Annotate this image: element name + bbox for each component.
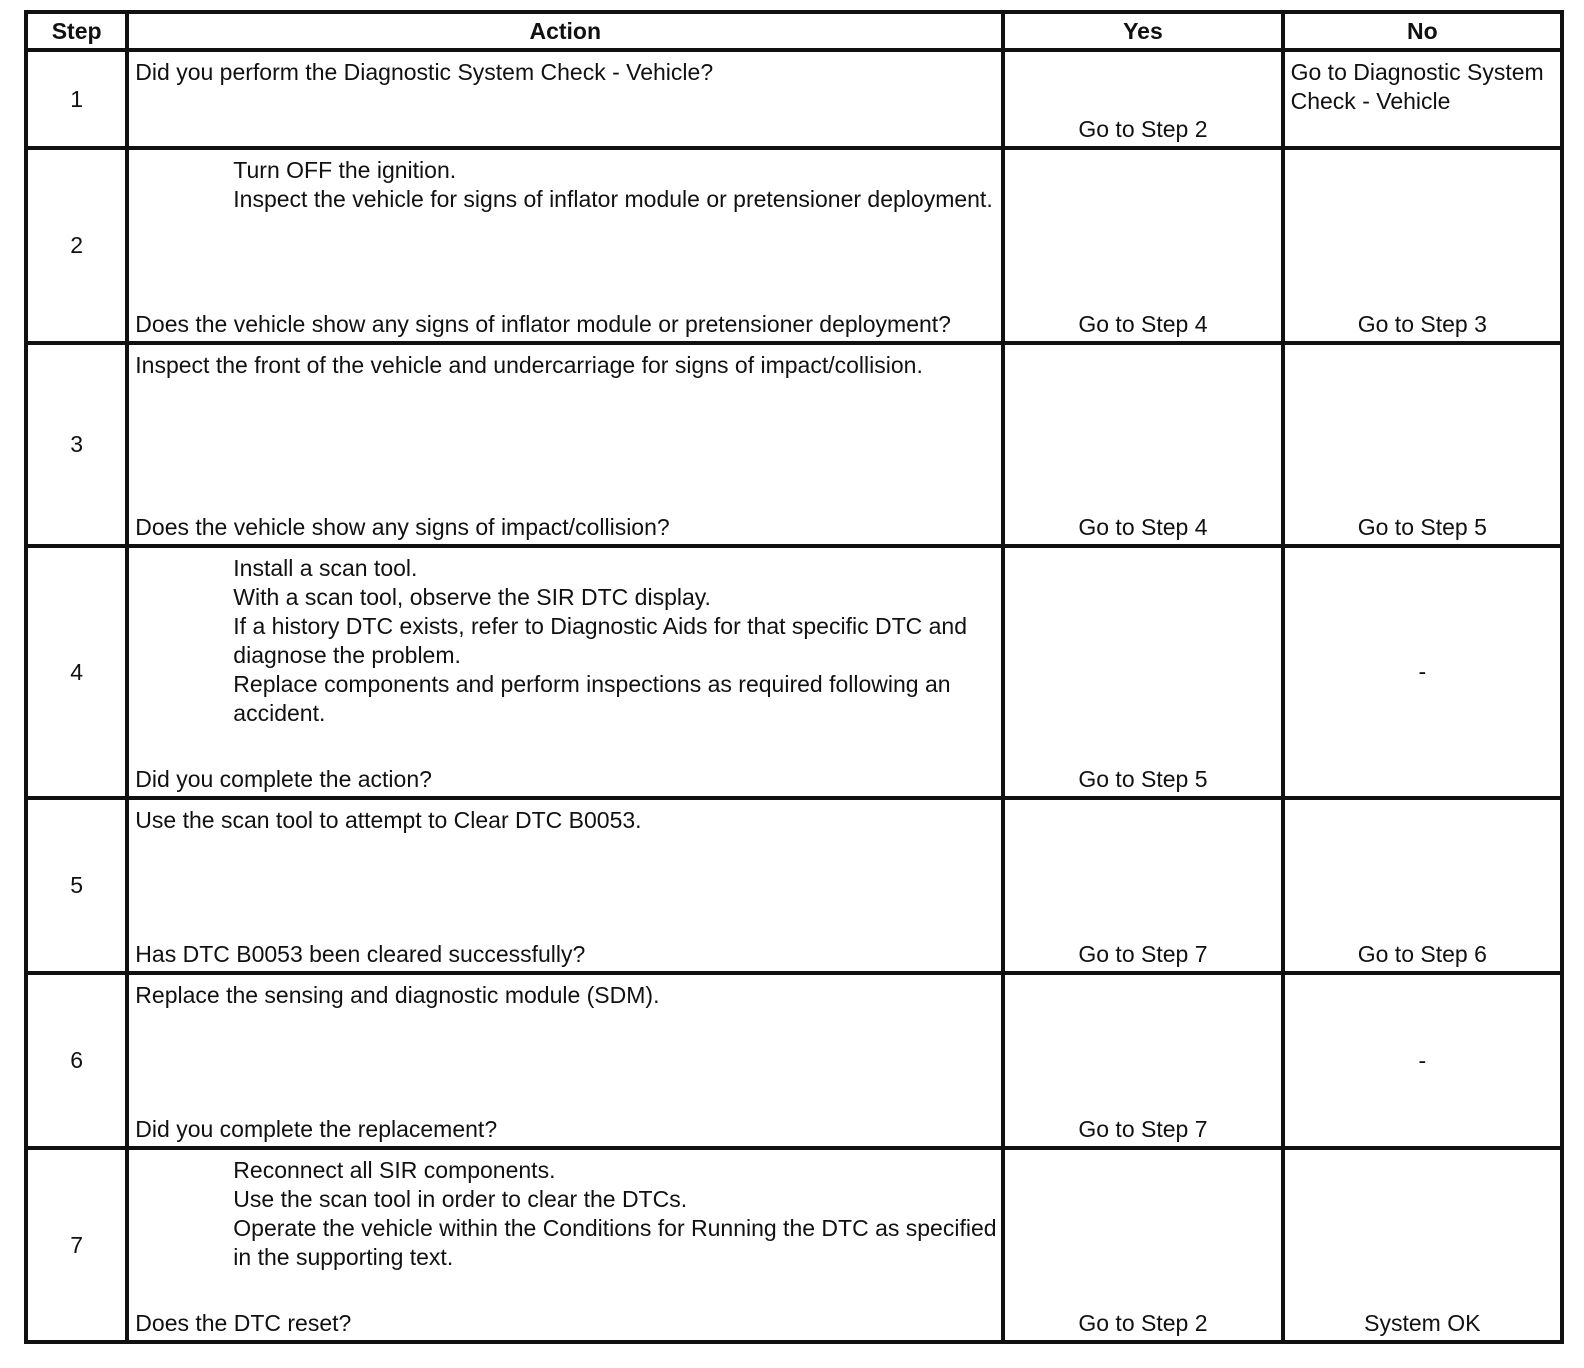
header-action: Action — [127, 12, 1003, 50]
table-row — [26, 343, 1562, 546]
action-question: Does the DTC reset? — [135, 1310, 352, 1336]
yes-link[interactable]: Go to Step 7 — [1078, 941, 1208, 967]
yes-link[interactable]: Go to Step 4 — [1078, 311, 1208, 337]
action-question: Did you complete the replacement? — [135, 1116, 498, 1142]
no-link[interactable]: Go to Step 3 — [1357, 311, 1487, 337]
action-question: Has DTC B0053 been cleared successfully? — [135, 941, 586, 967]
step-number: 4 — [26, 546, 127, 798]
no-cell — [1283, 148, 1562, 343]
action-question: Did you complete the action? — [135, 766, 432, 792]
yes-cell — [1003, 148, 1282, 343]
yes-cell — [1003, 50, 1282, 148]
no-value: - — [1418, 658, 1427, 685]
yes-cell — [1003, 546, 1282, 798]
no-value: - — [1418, 1047, 1427, 1073]
substep-item: Install a scan tool. — [233, 555, 418, 581]
table-row — [26, 973, 1562, 1148]
no-link[interactable]: Go to Step 6 — [1357, 941, 1487, 967]
action-instructions: Inspect the front of the vehicle and undercarriage for signs of impact/collision. — [135, 352, 923, 378]
action-substeps — [233, 1156, 997, 1272]
header-row — [26, 12, 1562, 50]
step-number: 1 — [26, 50, 127, 148]
substep-item: Turn OFF the ignition. — [233, 157, 457, 183]
table-row — [26, 148, 1562, 343]
table-row — [26, 798, 1562, 973]
substep-item: Replace components and perform inspections as required following an accident. — [233, 671, 951, 726]
action-cell — [127, 546, 1003, 798]
no-cell — [1283, 50, 1562, 148]
header-no: No — [1283, 12, 1562, 50]
action-substeps — [233, 554, 997, 728]
substep-item: With a scan tool, observe the SIR DTC display. — [233, 584, 711, 610]
action-question: Does the vehicle show any signs of inflator module or pretensioner deployment? — [135, 311, 951, 337]
substep-item: Operate the vehicle within the Conditions for Running the DTC as specified in the supporting text. — [233, 1215, 997, 1270]
substep-item: If a history DTC exists, refer to Diagnostic Aids for that specific DTC and diagnose the problem. — [233, 613, 968, 668]
yes-link[interactable]: Go to Step 7 — [1078, 1116, 1208, 1142]
no-cell — [1283, 1148, 1562, 1342]
yes-link[interactable]: Go to Step 4 — [1078, 514, 1208, 540]
yes-cell — [1003, 798, 1282, 973]
table-row — [26, 546, 1562, 798]
action-cell — [127, 343, 1003, 546]
yes-link[interactable]: Go to Step 2 — [1078, 1310, 1208, 1336]
action-substeps — [233, 156, 997, 214]
yes-link[interactable]: Go to Step 5 — [1078, 766, 1208, 792]
action-cell — [127, 1148, 1003, 1342]
action-cell — [127, 148, 1003, 343]
step-number: 6 — [26, 973, 127, 1148]
substep-item: Reconnect all SIR components. — [233, 1157, 556, 1183]
no-link[interactable]: System OK — [1364, 1310, 1481, 1336]
header-step: Step — [26, 12, 127, 50]
header-yes: Yes — [1003, 12, 1282, 50]
action-instructions: Did you perform the Diagnostic System Check - Vehicle? — [135, 59, 714, 85]
action-cell — [127, 973, 1003, 1148]
no-cell — [1283, 973, 1562, 1148]
no-cell — [1283, 798, 1562, 973]
substep-item: Use the scan tool in order to clear the DTCs. — [233, 1186, 688, 1212]
action-instructions: Use the scan tool to attempt to Clear DTC B0053. — [135, 807, 642, 833]
table-row — [26, 1148, 1562, 1342]
substep-item: Inspect the vehicle for signs of inflator module or pretensioner deployment. — [233, 186, 993, 212]
step-number: 5 — [26, 798, 127, 973]
step-number: 3 — [26, 343, 127, 546]
step-number: 2 — [26, 148, 127, 343]
step-number: 7 — [26, 1148, 127, 1342]
yes-cell — [1003, 343, 1282, 546]
no-cell — [1283, 343, 1562, 546]
yes-cell — [1003, 1148, 1282, 1342]
action-cell — [127, 798, 1003, 973]
action-instructions: Replace the sensing and diagnostic module (SDM). — [135, 982, 660, 1008]
action-question: Does the vehicle show any signs of impact/collision? — [135, 514, 670, 540]
no-cell — [1283, 546, 1562, 798]
diagnostic-table — [24, 10, 1564, 1344]
action-cell — [127, 50, 1003, 148]
yes-link[interactable]: Go to Step 2 — [1078, 116, 1208, 142]
no-link[interactable]: Go to Diagnostic System Check - Vehicle — [1290, 59, 1544, 114]
yes-cell — [1003, 973, 1282, 1148]
table-row — [26, 50, 1562, 148]
no-link[interactable]: Go to Step 5 — [1357, 514, 1487, 540]
